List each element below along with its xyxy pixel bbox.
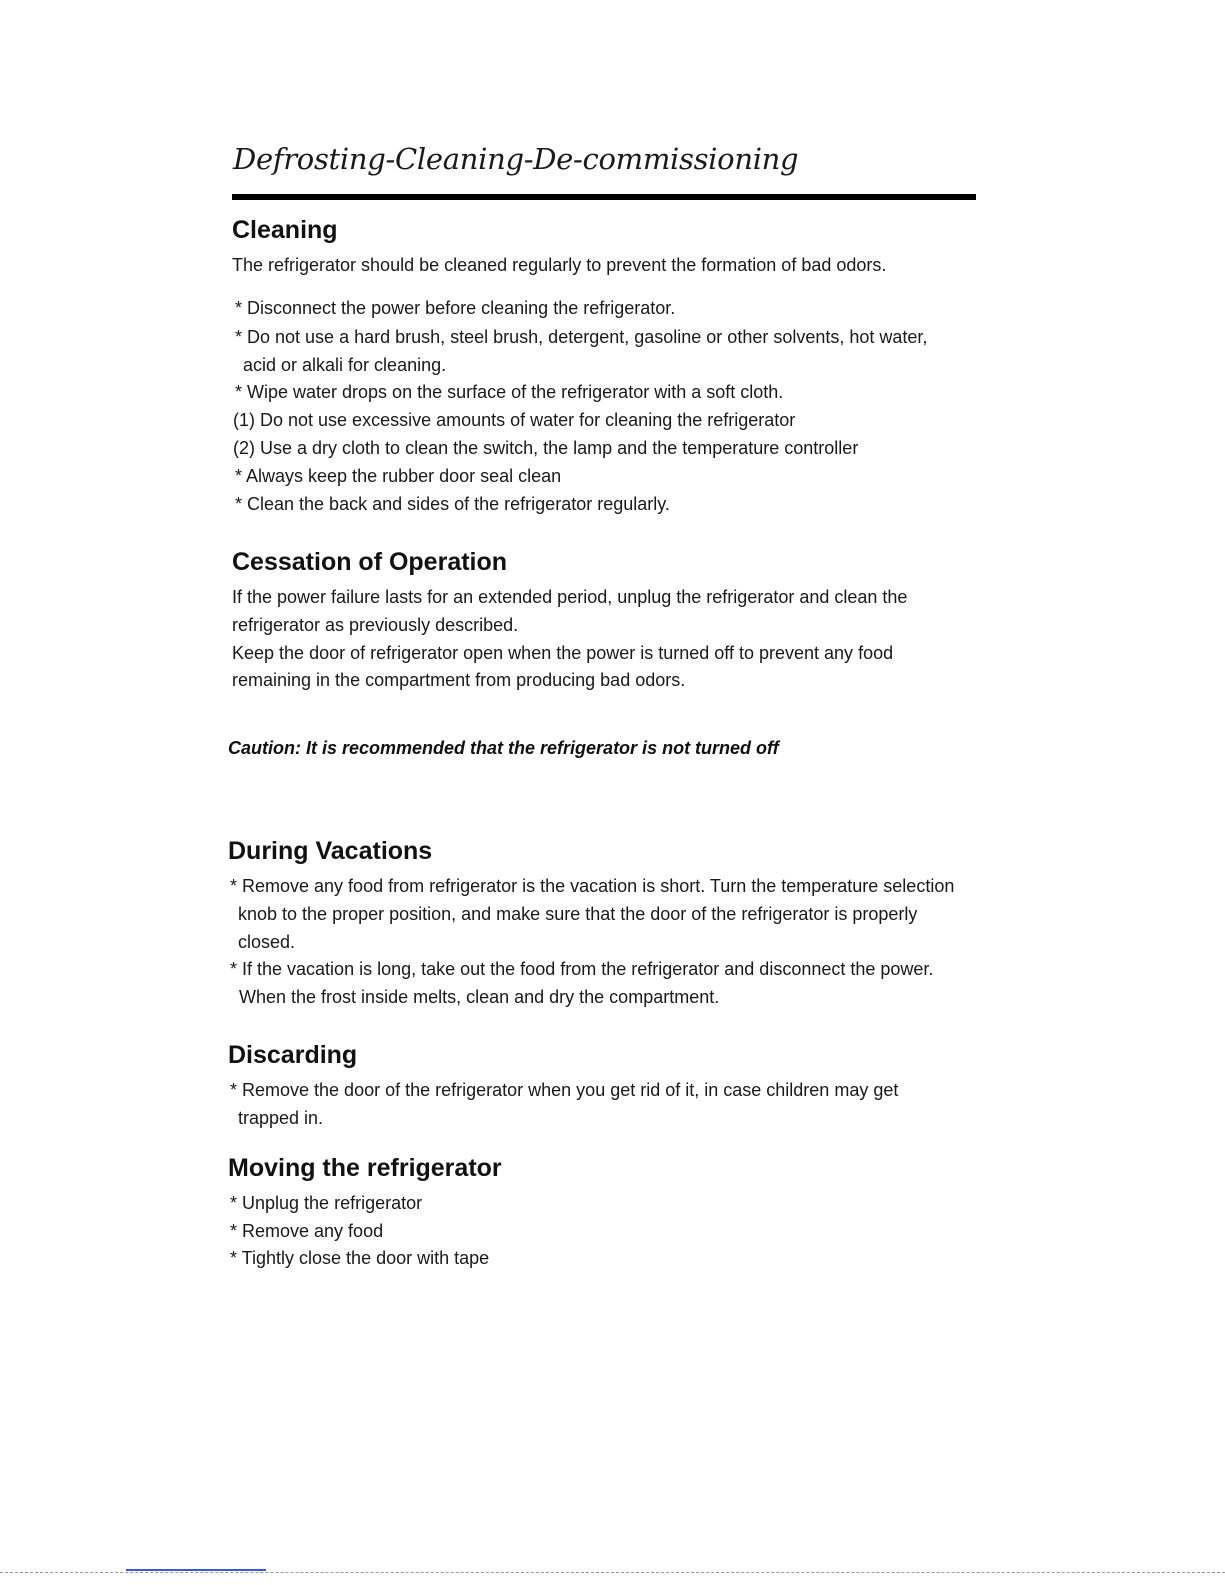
cessation-line: If the power failure lasts for an extended period, unplug the refrigerator and clean the xyxy=(232,587,908,607)
discarding-line: trapped in. xyxy=(238,1108,324,1128)
cleaning-line: * Disconnect the power before cleaning the refrigerator. xyxy=(235,298,676,318)
cleaning-line: * Do not use a hard brush, steel brush, detergent, gasoline or other solvents, hot water, xyxy=(235,327,928,347)
cessation-line: Keep the door of refrigerator open when the power is turned off to prevent any food xyxy=(232,643,894,663)
cleaning-intro: The refrigerator should be cleaned regularly to prevent the formation of bad odors. xyxy=(232,255,887,275)
cleaning-line: (2) Use a dry cloth to clean the switch, the lamp and the temperature controller xyxy=(233,438,859,458)
cleaning-line: acid or alkali for cleaning. xyxy=(243,355,447,375)
footer-underline xyxy=(126,1569,266,1571)
caution-note: Caution: It is recommended that the refrigerator is not turned off xyxy=(228,738,779,758)
cessation-line: refrigerator as previously described. xyxy=(232,615,519,635)
cessation-line: remaining in the compartment from producing bad odors. xyxy=(232,670,686,690)
page-title: Defrosting-Cleaning-De-commissioning xyxy=(233,142,799,176)
page-bottom-edge xyxy=(0,1572,1225,1573)
cleaning-line: * Clean the back and sides of the refrigerator regularly. xyxy=(235,494,670,514)
cleaning-line: (1) Do not use excessive amounts of water for cleaning the refrigerator xyxy=(233,410,796,430)
vacations-line: knob to the proper position, and make sure that the door of the refrigerator is properly xyxy=(238,904,918,924)
discarding-line: * Remove the door of the refrigerator when you get rid of it, in case children may get xyxy=(230,1080,899,1100)
vacations-line: When the frost inside melts, clean and dry the compartment. xyxy=(239,987,720,1007)
moving-line: * Unplug the refrigerator xyxy=(230,1193,423,1213)
vacations-line: closed. xyxy=(238,932,296,952)
vacations-line: * If the vacation is long, take out the food from the refrigerator and disconnect the power. xyxy=(230,959,934,979)
cleaning-heading: Cleaning xyxy=(232,216,338,244)
discarding-heading: Discarding xyxy=(228,1041,358,1069)
moving-heading: Moving the refrigerator xyxy=(228,1154,502,1182)
cleaning-line: * Always keep the rubber door seal clean xyxy=(235,466,562,486)
cleaning-line: * Wipe water drops on the surface of the refrigerator with a soft cloth. xyxy=(235,382,784,402)
title-divider xyxy=(232,194,976,200)
vacations-heading: During Vacations xyxy=(228,837,433,865)
vacations-line: * Remove any food from refrigerator is the vacation is short. Turn the temperature selection xyxy=(230,876,955,896)
moving-line: * Tightly close the door with tape xyxy=(230,1248,490,1268)
cessation-heading: Cessation of Operation xyxy=(232,548,508,576)
moving-line: * Remove any food xyxy=(230,1221,384,1241)
